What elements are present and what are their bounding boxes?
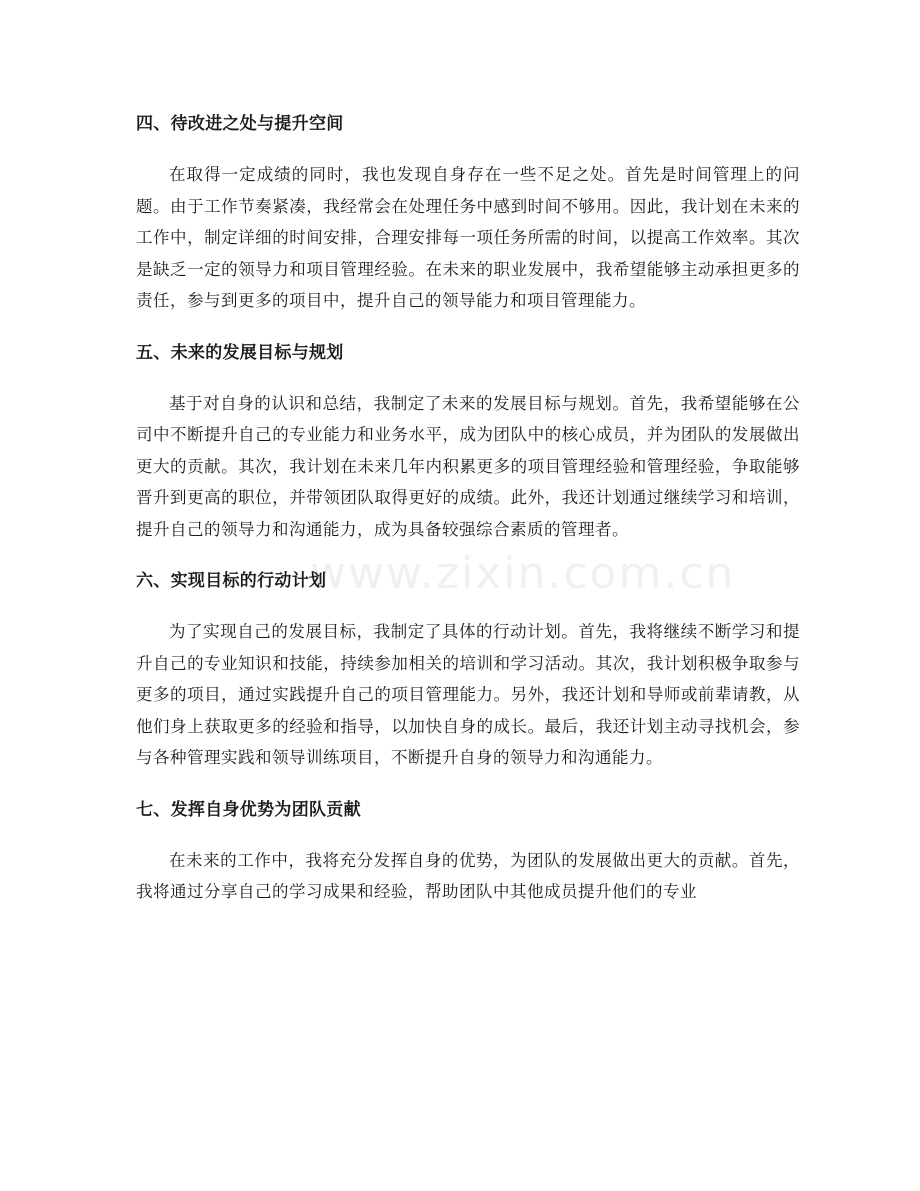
section-5 [136, 335, 800, 546]
section-4 [136, 106, 800, 317]
section-6 [136, 563, 800, 774]
section-paragraph: 在取得一定成绩的同时，我也发现自身存在一些不足之处。首先是时间管理上的问题。由于工作节奏紧凑，我经常会在处理任务中感到时间不够用。因此，我计划在未来的工作中，制定详细的时间安排，合理安排每一项任务所需的时间，以提高工作效率。其次是缺乏一定的领导力和项目管理经验。在未来的职业发展中，我希望能够主动承担更多的责任，参与到更多的项目中，提升自己的领导能力和项目管理能力。 [136, 165, 800, 310]
section-paragraph: 为了实现自己的发展目标，我制定了具体的行动计划。首先，我将继续不断学习和提升自己的专业知识和技能，持续参加相关的培训和学习活动。其次，我计划积极争取参与更多的项目，通过实践提升自己的项目管理能力。另外，我还计划和导师或前辈请教，从他们身上获取更多的经验和指导，以加快自身的成长。最后，我还计划主动寻找机会，参与各种管理实践和领导训练项目，不断提升自身的领导力和沟通能力。 [136, 622, 800, 767]
section-heading: 七、发挥自身优势为团队贡献 [136, 799, 361, 820]
section-heading: 四、待改进之处与提升空间 [136, 114, 344, 134]
section-heading: 五、未来的发展目标与规划 [136, 342, 344, 363]
section-heading: 六、实现目标的行动计划 [136, 571, 327, 591]
section-7 [136, 792, 800, 908]
document-page [136, 106, 800, 926]
section-paragraph: 在未来的工作中，我将充分发挥自身的优势，为团队的发展做出更大的贡献。首先，我将通过分享自己的学习成果和经验，帮助团队中其他成员提升他们的专业 [136, 850, 800, 901]
watermark: www.zixin.com.cn [310, 548, 736, 599]
section-paragraph: 基于对自身的认识和总结，我制定了未来的发展目标与规划。首先，我希望能够在公司中不断提升自己的专业能力和业务水平，成为团队中的核心成员，并为团队的发展做出更大的贡献。其次，我计划在未来几年内积累更多的项目管理经验和管理经验，争取能够晋升到更高的职位，并带领团队取得更好的成绩。此外，我还计划通过继续学习和培训，提升自己的领导力和沟通能力，成为具备较强综合素质的管理者。 [136, 393, 800, 539]
